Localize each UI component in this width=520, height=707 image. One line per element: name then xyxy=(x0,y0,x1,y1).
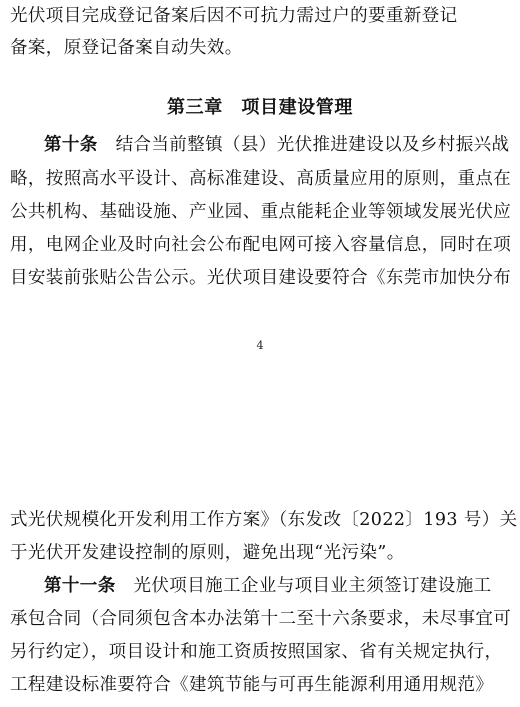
paragraph-line: 式光伏规模化开发利用工作方案》（东发改〔2022〕193 号）关 xyxy=(10,510,518,530)
paragraph-line: 光伏项目完成登记备案后因不可抗力需过户的要重新登记 xyxy=(10,6,458,26)
paragraph-line: 公共机构、基础设施、产业园、重点能耗企业等领域发展光伏应 xyxy=(10,202,512,222)
article-11-text: 光伏项目施工企业与项目业主须签订建设施工 xyxy=(115,576,492,596)
paragraph-line: 备案，原登记备案自动失效。 xyxy=(10,38,243,58)
paragraph-line: 另行约定），项目设计和施工资质按照国家、省有关规定执行， xyxy=(10,642,503,662)
paragraph-line: 于光伏开发建设控制的原则，避免出现“光污染”。 xyxy=(10,543,405,563)
paragraph-line: 用，电网企业及时向社会公布配电网可接入容量信息，同时在项 xyxy=(10,235,512,255)
article-11-label: 第十一条 xyxy=(44,576,116,596)
article-10-label: 第十条 xyxy=(44,135,98,155)
paragraph-line: 略，按照高水平设计、高标准建设、高质量应用的原则，重点在 xyxy=(10,169,512,189)
article-10-first-line xyxy=(44,134,510,156)
article-11-first-line xyxy=(44,575,510,597)
paragraph-line: 目安装前张贴公告公示。光伏项目建设要符合《东莞市加快分布 xyxy=(10,268,512,288)
article-10-text: 结合当前整镇（县）光伏推进建设以及乡村振兴战 xyxy=(97,135,510,155)
chapter-heading: 第三章 项目建设管理 xyxy=(167,97,353,118)
paragraph-line: 承包合同（合同须包含本办法第十二至十六条要求，未尽事宜可 xyxy=(10,609,512,629)
page-number: 4 xyxy=(256,339,264,352)
paragraph-line: 工程建设标准要符合《建筑节能与可再生能源利用通用规范》 xyxy=(10,675,494,695)
